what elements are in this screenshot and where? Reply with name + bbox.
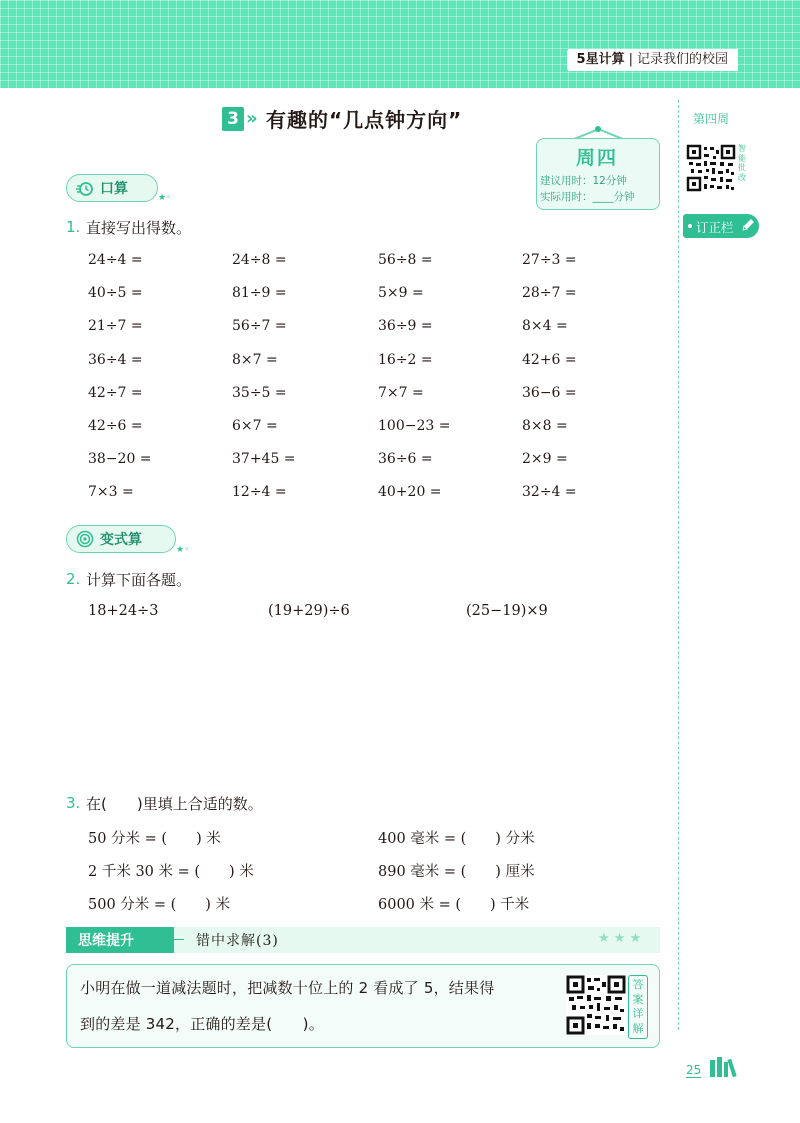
question-2-number: 2. bbox=[66, 570, 81, 588]
question-3-number: 3. bbox=[66, 794, 81, 812]
pin-icon bbox=[595, 126, 601, 132]
qr-code-icon[interactable] bbox=[566, 975, 626, 1035]
unit-conversion: 6000 米 = ( ) 千米 bbox=[378, 897, 530, 913]
series-name: 5星计算 bbox=[576, 52, 625, 67]
question-1-prompt: 直接写出得数。 bbox=[86, 219, 192, 237]
expression: (25−19)×9 bbox=[466, 603, 548, 619]
qr-code-icon[interactable] bbox=[686, 144, 736, 192]
problem-text-line-2: 到的差是 342，正确的差是( )。 bbox=[80, 1015, 324, 1033]
oral-equation: 35÷5 = bbox=[232, 385, 287, 401]
unit-conversion: 2 千米 30 米 = ( ) 米 bbox=[88, 864, 254, 880]
oral-equation: 24÷4 = bbox=[88, 252, 143, 268]
lesson-title: 有趣的“几点钟方向” bbox=[266, 108, 463, 132]
oral-equation: 40+20 = bbox=[378, 484, 442, 500]
stopwatch-icon bbox=[76, 179, 94, 197]
connector-line bbox=[174, 939, 184, 940]
oral-equation: 2×9 = bbox=[522, 451, 568, 467]
star-icon: ★◦ bbox=[176, 545, 190, 555]
unit-conversion: 500 分米 = ( ) 米 bbox=[88, 897, 231, 913]
question-2-prompt: 计算下面各题。 bbox=[86, 571, 192, 589]
oral-equation: 8×7 = bbox=[232, 352, 278, 368]
oral-equation: 27÷3 = bbox=[522, 252, 577, 268]
header-band bbox=[0, 0, 800, 88]
oral-equation: 28÷7 = bbox=[522, 285, 577, 301]
oral-equation: 12÷4 = bbox=[232, 484, 287, 500]
unit-conversion: 400 毫米 = ( ) 分米 bbox=[378, 831, 535, 847]
books-icon bbox=[708, 1054, 738, 1078]
margin-divider bbox=[678, 100, 679, 1030]
oral-equation: 7×7 = bbox=[378, 385, 424, 401]
oral-equation: 56÷7 = bbox=[232, 318, 287, 334]
oral-equation: 36÷4 = bbox=[88, 352, 143, 368]
unit-conversion: 50 分米 = ( ) 米 bbox=[88, 831, 221, 847]
expression: (19+29)÷6 bbox=[268, 603, 350, 619]
question-3-prompt: 在( )里填上合适的数。 bbox=[86, 795, 263, 813]
oral-equation: 42÷6 = bbox=[88, 418, 143, 434]
oral-equation: 16÷2 = bbox=[378, 352, 433, 368]
day-name: 周四 bbox=[575, 147, 618, 169]
oral-equation: 81÷9 = bbox=[232, 285, 287, 301]
oral-equation: 32÷4 = bbox=[522, 484, 577, 500]
oral-equation: 36÷9 = bbox=[378, 318, 433, 334]
question-1-number: 1. bbox=[66, 218, 81, 236]
suggested-time: 建议用时：12分钟 bbox=[540, 175, 627, 187]
expression: 18+24÷3 bbox=[88, 603, 159, 619]
oral-equation: 36−6 = bbox=[522, 385, 577, 401]
oral-equation: 37+45 = bbox=[232, 451, 296, 467]
star-icon: ★◦ bbox=[158, 193, 172, 203]
oral-equation: 6×7 = bbox=[232, 418, 278, 434]
pencil-icon bbox=[740, 217, 756, 233]
series-subtitle: 记录我们的校园 bbox=[636, 52, 728, 67]
unit-conversion: 890 毫米 = ( ) 厘米 bbox=[378, 864, 535, 880]
oral-equation: 100−23 = bbox=[378, 418, 451, 434]
actual-time: 实际用时：____分钟 bbox=[540, 191, 635, 203]
answer-tag-label: 答案详解 bbox=[632, 978, 644, 1035]
oral-equation: 8×8 = bbox=[522, 418, 568, 434]
oral-equation: 42÷7 = bbox=[88, 385, 143, 401]
oral-equation: 40÷5 = bbox=[88, 285, 143, 301]
series-separator: | bbox=[628, 52, 633, 67]
oral-equation: 24÷8 = bbox=[232, 252, 287, 268]
series-label bbox=[567, 49, 738, 71]
bullet-dot bbox=[688, 224, 692, 228]
chevron-right-icon: » bbox=[246, 108, 258, 129]
oral-equation: 7×3 = bbox=[88, 484, 134, 500]
week-label: 第四周 bbox=[693, 112, 730, 126]
thinking-label: 思维提升 bbox=[78, 933, 134, 949]
thinking-subtitle: 错中求解(3) bbox=[196, 933, 279, 949]
oral-equation: 5×9 = bbox=[378, 285, 424, 301]
problem-text-line-1: 小明在做一道减法题时，把减数十位上的 2 看成了 5，结果得 bbox=[80, 979, 495, 997]
oral-equation: 38−20 = bbox=[88, 451, 152, 467]
oral-equation: 36÷6 = bbox=[378, 451, 433, 467]
rating-stars-icon: ★ ★ ★ bbox=[598, 931, 642, 946]
qr-caption: 智能批改 bbox=[738, 144, 746, 182]
oral-equation: 42+6 = bbox=[522, 352, 577, 368]
section-variant-label: 变式算 bbox=[100, 532, 142, 548]
page-number: 25 bbox=[686, 1063, 702, 1077]
oral-equation: 8×4 = bbox=[522, 318, 568, 334]
target-icon bbox=[76, 530, 94, 548]
section-oral-label: 口算 bbox=[100, 181, 128, 197]
oral-equation: 21÷7 = bbox=[88, 318, 143, 334]
lesson-number: 3 bbox=[222, 107, 244, 131]
correction-label: 订正栏 bbox=[696, 220, 734, 235]
oral-equation: 56÷8 = bbox=[378, 252, 433, 268]
